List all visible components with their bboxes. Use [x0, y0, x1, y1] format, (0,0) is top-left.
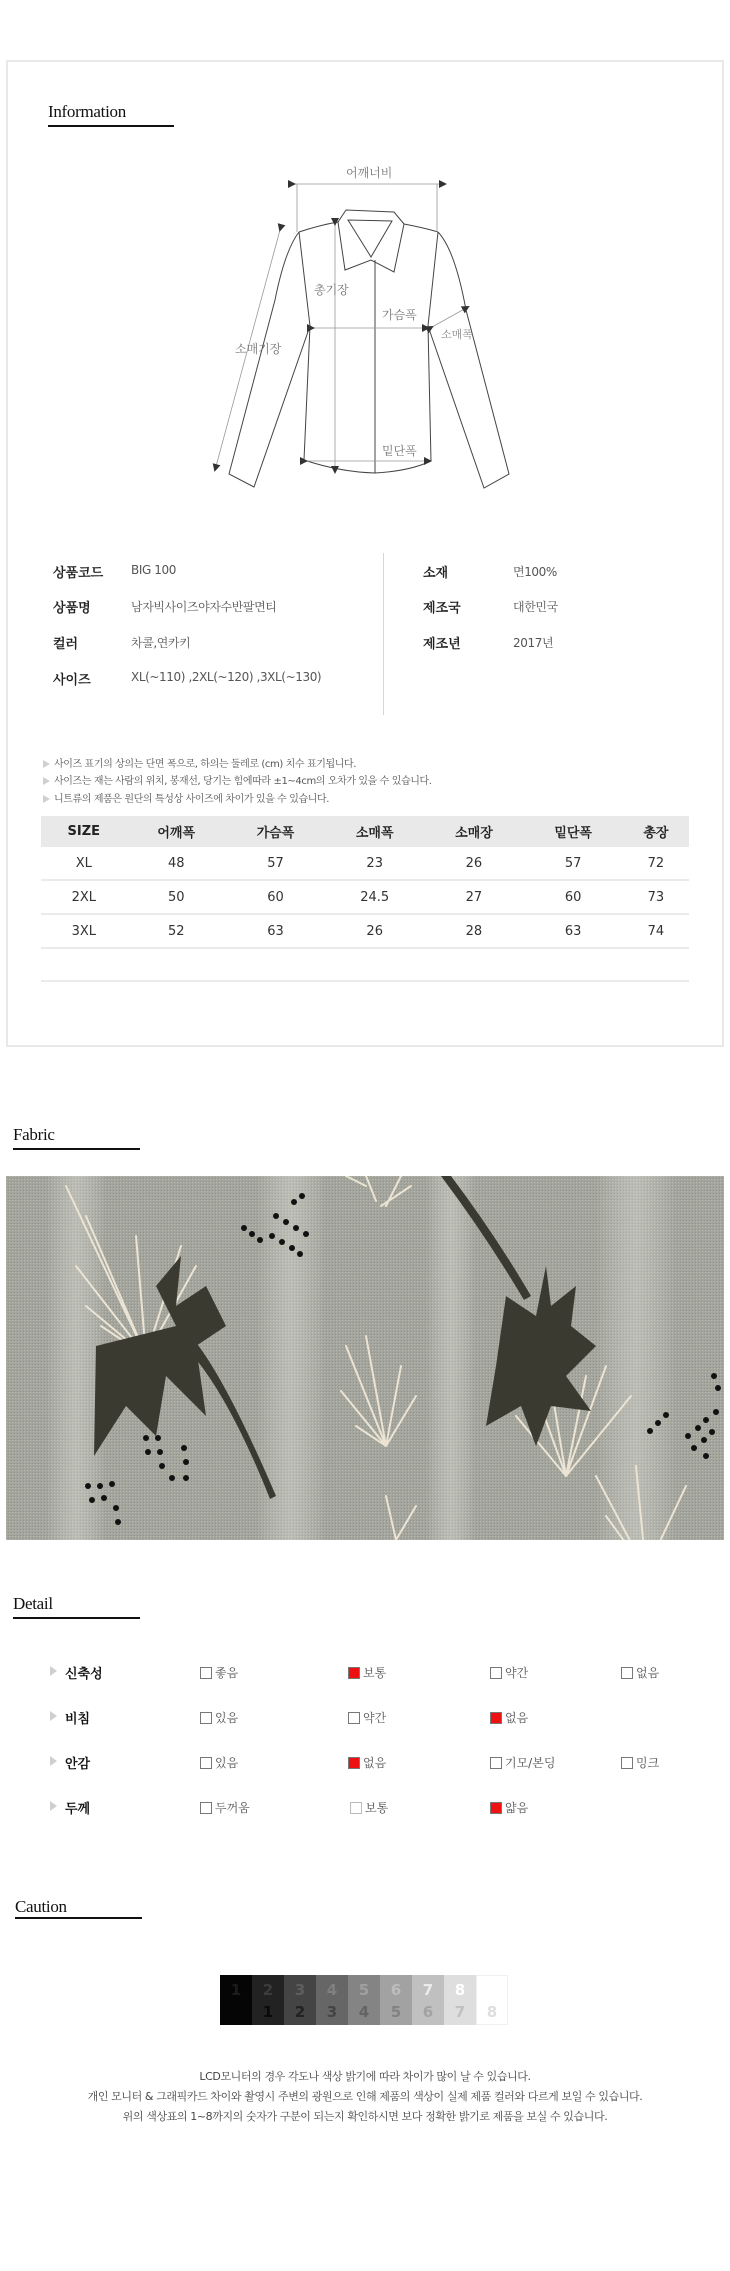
checkbox-icon	[348, 1712, 360, 1724]
shirt-measurement-diagram	[200, 150, 540, 500]
cell: 27	[424, 880, 523, 914]
detail-title: Detail	[13, 1594, 53, 1613]
swatch-number-top: 4	[326, 1981, 338, 1999]
shirt-collar	[338, 222, 404, 272]
detail-label: 안감	[65, 1757, 91, 1772]
cell: 3XL	[41, 914, 127, 948]
color-swatch	[348, 1975, 380, 2025]
swatch-number-bottom: 2	[294, 2003, 306, 2021]
brightness-color-chart	[220, 1975, 508, 2025]
swatch-number-bottom: 7	[454, 2003, 466, 2021]
cell: 24.5	[325, 880, 424, 914]
spec-label-product-name: 상품명	[53, 601, 91, 616]
option-slight[interactable]: 약간	[490, 1664, 528, 1681]
cell: 26	[325, 914, 424, 948]
swatch-number-top: 5	[358, 1981, 370, 1999]
cell: 52	[127, 914, 226, 948]
label-sleeve-length: 소매기장	[235, 342, 282, 356]
swatch-number-top: 3	[294, 1981, 306, 1999]
option-brushed[interactable]: 기모/본딩	[490, 1754, 555, 1771]
color-swatch	[316, 1975, 348, 2025]
header-sleeve-width: 소매폭	[325, 816, 424, 847]
table-row	[41, 847, 689, 880]
option-mink[interactable]: 밍크	[621, 1754, 659, 1771]
option-yes[interactable]: 있음	[200, 1754, 238, 1771]
caution-title: Caution	[15, 1897, 67, 1916]
bullet-triangle-icon	[43, 777, 50, 785]
spec-label-color: 컬러	[53, 637, 79, 652]
specs-divider	[383, 553, 384, 715]
header-chest: 가슴폭	[226, 816, 325, 847]
sleeve-width-arrow	[432, 307, 468, 327]
shirt-shoulders	[299, 210, 438, 232]
swatch-number-bottom: 8	[486, 2003, 498, 2021]
spec-value-size: XL(~110) ,2XL(~120) ,3XL(~130)	[131, 670, 322, 684]
cell: 28	[424, 914, 523, 948]
shirt-body	[299, 232, 438, 473]
spec-label-country: 제조국	[423, 601, 461, 616]
spec-value-color: 차콜,연카키	[131, 636, 191, 650]
header-shoulder: 어깨폭	[127, 816, 226, 847]
cell: 60	[524, 880, 623, 914]
cell: 72	[623, 847, 689, 880]
swatch-number-top: 1	[230, 1981, 242, 1999]
information-title: Information	[48, 102, 126, 121]
header-size: SIZE	[41, 816, 127, 847]
cell: 2XL	[41, 880, 127, 914]
swatch-number-top: 2	[262, 1981, 274, 1999]
option-slight[interactable]: 약간	[348, 1709, 386, 1726]
header-sleeve-length: 소매장	[424, 816, 523, 847]
color-swatch	[284, 1975, 316, 2025]
bullet-triangle-icon	[43, 795, 50, 803]
fabric-title: Fabric	[13, 1125, 55, 1144]
color-swatch	[380, 1975, 412, 2025]
checkbox-icon	[350, 1802, 362, 1814]
spec-value-country: 대한민국	[513, 600, 558, 614]
fabric-title-underline	[13, 1148, 140, 1150]
size-note: 사이즈는 재는 사람의 위치, 봉재선, 당기는 힘에따라 ±1~4cm의 오차가 있을 수 있습니다.	[43, 772, 432, 787]
caution-text-line: 위의 색상표의 1~8까지의 숫자가 구분이 되는지 확인하시면 보다 정확한 밝기로 제품을 보실 수 있습니다.	[122, 2110, 608, 2123]
detail-label: 비침	[65, 1712, 91, 1727]
table-row	[41, 914, 689, 948]
option-none[interactable]: 없음	[490, 1709, 528, 1726]
spec-value-product-name: 남자빅사이즈야자수반팔면티	[131, 600, 277, 614]
cell: 74	[623, 914, 689, 948]
option-thin[interactable]: 얇음	[490, 1799, 528, 1816]
table-row	[41, 880, 689, 914]
checkbox-icon	[621, 1757, 633, 1769]
color-swatch	[444, 1975, 476, 2025]
spec-value-year: 2017년	[513, 636, 554, 650]
checkbox-checked-icon	[348, 1667, 360, 1679]
bullet-triangle-icon	[50, 1666, 57, 1676]
detail-label: 신축성	[65, 1667, 103, 1682]
option-none[interactable]: 없음	[621, 1664, 659, 1681]
checkbox-checked-icon	[348, 1757, 360, 1769]
caution-text-line: 개인 모니터 & 그래픽카드 차이와 촬영시 주변의 광원으로 인해 제품의 색상이 실제 제품 컬러와 다르게 보일 수 있습니다.	[87, 2090, 643, 2103]
cell: 63	[524, 914, 623, 948]
swatch-number-top: 8	[454, 1981, 466, 1999]
cell: XL	[41, 847, 127, 880]
bullet-triangle-icon	[43, 760, 50, 768]
caution-title-underline	[15, 1917, 142, 1919]
option-normal[interactable]: 보통	[350, 1799, 388, 1816]
option-yes[interactable]: 있음	[200, 1709, 238, 1726]
cell: 48	[127, 847, 226, 880]
swatch-number-bottom: 5	[390, 2003, 402, 2021]
spec-label-product-code: 상품코드	[53, 566, 104, 581]
checkbox-icon	[621, 1667, 633, 1679]
size-table-header	[41, 816, 689, 847]
color-swatch	[412, 1975, 444, 2025]
spec-label-material: 소재	[423, 566, 449, 581]
cell: 50	[127, 880, 226, 914]
label-hem: 밑단폭	[382, 444, 417, 458]
caution-text-line: LCD모니터의 경우 각도나 색상 밝기에 따라 차이가 많이 날 수 있습니다.	[199, 2070, 531, 2083]
fabric-swatch-image	[6, 1176, 724, 1540]
checkbox-icon	[200, 1757, 212, 1769]
checkbox-icon	[200, 1667, 212, 1679]
checkbox-icon	[200, 1802, 212, 1814]
size-note: 사이즈 표기의 상의는 단면 폭으로, 하의는 둘레로 (cm) 치수 표기됩니다.	[43, 755, 356, 770]
fabric-pattern	[6, 1176, 724, 1540]
information-title-underline	[48, 125, 174, 127]
header-total-length: 총장	[623, 816, 689, 847]
cell: 57	[524, 847, 623, 880]
swatch-number-bottom: 4	[358, 2003, 370, 2021]
option-good[interactable]: 좋음	[200, 1664, 238, 1681]
color-swatch	[476, 1975, 508, 2025]
swatch-number-bottom: 6	[422, 2003, 434, 2021]
bullet-triangle-icon	[50, 1711, 57, 1721]
shirt-right-sleeve	[428, 232, 509, 488]
cell: 57	[226, 847, 325, 880]
checkbox-checked-icon	[490, 1712, 502, 1724]
checkbox-icon	[490, 1757, 502, 1769]
header-hem: 밑단폭	[524, 816, 623, 847]
label-chest: 가슴폭	[382, 308, 417, 322]
swatch-number-top: 6	[390, 1981, 402, 1999]
option-thick[interactable]: 두꺼움	[200, 1799, 250, 1816]
spec-label-size: 사이즈	[53, 673, 91, 688]
label-shoulder-width: 어깨너비	[346, 166, 393, 180]
detail-label: 두께	[65, 1802, 91, 1817]
color-swatch	[220, 1975, 252, 2025]
label-total-length: 총기장	[314, 283, 349, 297]
checkbox-checked-icon	[490, 1802, 502, 1814]
cell: 23	[325, 847, 424, 880]
cell: 63	[226, 914, 325, 948]
option-normal[interactable]: 보통	[348, 1664, 386, 1681]
cell: 73	[623, 880, 689, 914]
swatch-number-bottom: 3	[326, 2003, 338, 2021]
option-none[interactable]: 없음	[348, 1754, 386, 1771]
label-sleeve-width: 소매폭	[441, 328, 473, 341]
table-row-empty	[41, 948, 689, 981]
spec-value-product-code: BIG 100	[131, 563, 176, 577]
size-table	[41, 816, 689, 982]
color-swatch	[252, 1975, 284, 2025]
swatch-number-bottom: 1	[262, 2003, 274, 2021]
cell: 60	[226, 880, 325, 914]
size-note: 니트류의 제품은 원단의 특성상 사이즈에 차이가 있을 수 있습니다.	[43, 790, 329, 805]
detail-title-underline	[13, 1617, 140, 1619]
checkbox-icon	[200, 1712, 212, 1724]
spec-label-year: 제조년	[423, 637, 461, 652]
checkbox-icon	[490, 1667, 502, 1679]
cell: 26	[424, 847, 523, 880]
bullet-triangle-icon	[50, 1801, 57, 1811]
swatch-number-top: 7	[422, 1981, 434, 1999]
bullet-triangle-icon	[50, 1756, 57, 1766]
spec-value-material: 면100%	[513, 565, 557, 579]
